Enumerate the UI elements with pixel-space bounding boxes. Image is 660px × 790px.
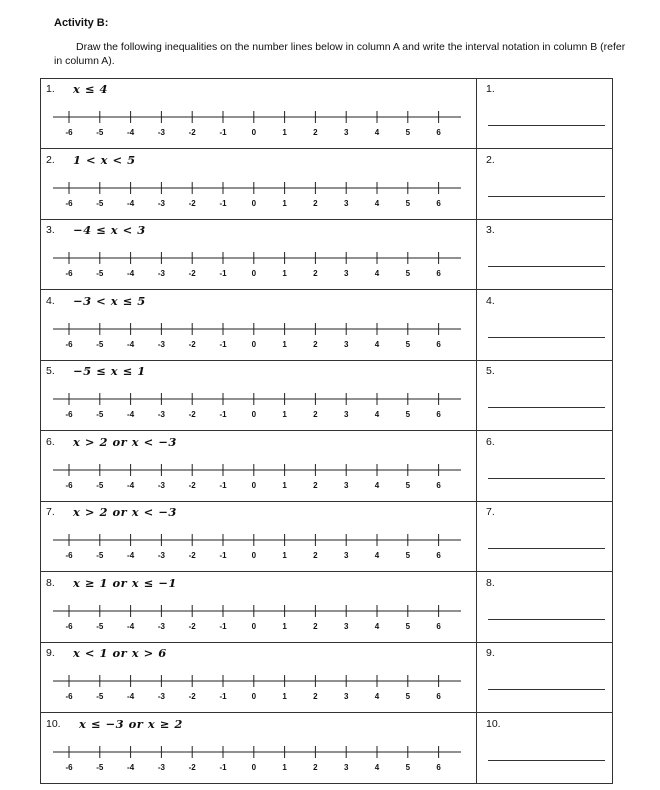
number-line[interactable] (51, 458, 466, 494)
number-line-label: -6 (65, 621, 73, 631)
question-number: 3. (46, 224, 55, 236)
number-line-label: 3 (343, 410, 349, 419)
answer-blank-line[interactable] (488, 619, 605, 620)
number-line-label: -1 (219, 692, 227, 701)
question-number: 5. (46, 365, 55, 377)
number-line-label: 2 (313, 480, 318, 490)
answer-number: 4. (486, 294, 495, 307)
number-line-label: 4 (374, 128, 380, 137)
inequality: −4 ≤ x < 3 (73, 223, 146, 237)
number-line-label: 6 (436, 269, 441, 278)
number-line[interactable] (51, 528, 466, 564)
number-line-label: -2 (188, 339, 196, 349)
number-line-label: -2 (188, 621, 196, 631)
question-row (41, 150, 612, 220)
inequality: x ≥ 1 or x ≤ −1 (73, 575, 177, 590)
number-line-label: -3 (157, 339, 165, 349)
answer-number: 9. (486, 647, 495, 659)
number-line-label: 0 (251, 269, 257, 278)
number-line-label: -3 (157, 198, 165, 208)
number-line-label: 1 (282, 551, 287, 560)
number-line-label: -2 (188, 692, 196, 701)
number-line-label: -5 (96, 480, 104, 490)
number-line[interactable] (51, 740, 466, 776)
answer-blank-line[interactable] (488, 337, 605, 338)
number-line-label: -4 (127, 198, 135, 208)
question-number: 6. (46, 435, 55, 448)
number-line-label: 0 (251, 692, 257, 701)
number-line-label: -3 (157, 762, 165, 772)
question-row (41, 714, 612, 784)
number-line-label: -1 (219, 621, 227, 631)
number-line-label: -4 (127, 692, 135, 701)
number-line-label: -6 (65, 480, 73, 490)
number-line[interactable] (51, 387, 466, 423)
number-line-label: -3 (157, 128, 165, 137)
number-line-label: 4 (374, 551, 380, 560)
question-row (41, 220, 612, 290)
number-line-label: -4 (127, 339, 135, 349)
number-line-label: -5 (96, 551, 104, 560)
answer-number: 2. (486, 153, 495, 166)
question-row (41, 502, 612, 572)
number-line-label: -6 (65, 128, 73, 137)
number-line-label: 6 (436, 762, 441, 772)
number-line-label: 3 (343, 692, 349, 701)
number-line-label: 6 (436, 198, 441, 208)
number-line-label: 1 (282, 128, 287, 137)
number-line-label: -2 (188, 410, 196, 419)
inequality: −3 < x ≤ 5 (73, 293, 146, 308)
question-number: 9. (46, 647, 55, 659)
number-line-label: -5 (96, 621, 104, 631)
number-line-label: -1 (219, 551, 227, 560)
number-line-label: -2 (188, 762, 196, 772)
number-line-label: 3 (343, 480, 349, 490)
question-number: 10. (46, 717, 61, 730)
number-line-label: -5 (96, 410, 104, 419)
number-line-label: -6 (65, 692, 73, 701)
number-line-label: -2 (188, 128, 196, 137)
number-line-label: 1 (282, 480, 287, 490)
number-line-label: 2 (313, 692, 318, 701)
number-line-label: 1 (282, 692, 287, 701)
inequality: −5 ≤ x ≤ 1 (73, 364, 146, 378)
number-line-label: 4 (374, 762, 380, 772)
answer-blank-line[interactable] (488, 125, 605, 126)
number-line-label: 3 (343, 551, 349, 560)
number-line-label: -3 (157, 269, 165, 278)
answer-number: 3. (486, 224, 495, 236)
question-number: 7. (46, 506, 55, 518)
number-line-label: 4 (374, 269, 380, 278)
inequality: x > 2 or x < −3 (73, 505, 177, 519)
number-line-label: 6 (436, 692, 441, 701)
number-line[interactable] (51, 176, 466, 212)
number-line-label: 2 (313, 198, 318, 208)
number-line-label: -1 (219, 339, 227, 349)
number-line-label: 1 (282, 621, 287, 631)
number-line-label: -5 (96, 269, 104, 278)
instructions: Draw the following inequalities on the number lines below in column A and write the interval notation in column B (refer in column A). (54, 41, 626, 67)
number-line[interactable] (51, 105, 466, 141)
answer-number: 1. (486, 83, 495, 95)
number-line-label: 1 (282, 339, 287, 349)
number-line-label: -1 (219, 480, 227, 490)
number-line-label: 0 (251, 480, 257, 490)
answer-number: 5. (486, 365, 495, 377)
answer-blank-line[interactable] (488, 760, 605, 761)
answer-blank-line[interactable] (488, 196, 605, 197)
answer-blank-line[interactable] (488, 548, 605, 549)
number-line-label: 2 (313, 269, 318, 278)
number-line-label: 6 (436, 339, 441, 349)
number-line-label: -2 (188, 551, 196, 560)
number-line-label: -3 (157, 480, 165, 490)
number-line-label: 5 (405, 269, 411, 278)
question-number: 1. (46, 83, 55, 95)
number-line-label: 2 (313, 339, 318, 349)
number-line[interactable] (51, 317, 466, 353)
number-line-label: -1 (219, 128, 227, 137)
question-row (41, 573, 612, 643)
number-line-label: 3 (343, 339, 349, 349)
number-line[interactable] (51, 669, 466, 705)
question-row (41, 291, 612, 361)
number-line-label: -4 (127, 128, 135, 137)
number-line-label: 5 (405, 410, 411, 419)
number-line-label: 3 (343, 621, 349, 631)
inequality: x ≤ 4 (73, 82, 109, 96)
number-line[interactable] (51, 599, 466, 635)
number-line-label: 5 (405, 128, 411, 137)
number-line-label: 0 (251, 621, 257, 631)
number-line[interactable] (51, 246, 466, 282)
number-line-label: 0 (251, 410, 257, 419)
number-line-label: 6 (436, 410, 441, 419)
number-line-label: -4 (127, 621, 135, 631)
question-row (41, 361, 612, 431)
number-line-label: -3 (157, 551, 165, 560)
question-number: 4. (46, 294, 55, 307)
activity-table (40, 78, 613, 784)
number-line-label: 0 (251, 198, 257, 208)
number-line-label: 4 (374, 621, 380, 631)
number-line-label: 1 (282, 198, 287, 208)
number-line-label: -2 (188, 198, 196, 208)
answer-blank-line[interactable] (488, 478, 605, 479)
number-line-label: -6 (65, 410, 73, 419)
number-line-label: 0 (251, 762, 257, 772)
number-line-label: 5 (405, 762, 411, 772)
number-line-label: 4 (374, 480, 380, 490)
number-line-label: -5 (96, 339, 104, 349)
number-line-label: 5 (405, 480, 411, 490)
number-line-label: -6 (65, 551, 73, 560)
number-line-label: 6 (436, 551, 441, 560)
number-line-label: -6 (65, 339, 73, 349)
number-line-label: 1 (282, 762, 287, 772)
number-line-label: -4 (127, 551, 135, 560)
number-line-label: 1 (282, 269, 287, 278)
number-line-label: 6 (436, 480, 441, 490)
number-line-label: -6 (65, 269, 73, 278)
number-line-label: 3 (343, 269, 349, 278)
number-line-label: 5 (405, 692, 411, 701)
answer-number: 8. (486, 576, 495, 589)
question-number: 2. (46, 153, 55, 166)
number-line-label: -5 (96, 762, 104, 772)
number-line-label: -3 (157, 621, 165, 631)
number-line-label: -4 (127, 269, 135, 278)
inequality: x ≤ −3 or x ≥ 2 (79, 716, 183, 731)
activity-title: Activity B: (54, 17, 109, 29)
number-line-label: -3 (157, 410, 165, 419)
question-row (41, 432, 612, 502)
number-line-label: 2 (313, 621, 318, 631)
number-line-label: 3 (343, 198, 349, 208)
number-line-label: 0 (251, 551, 257, 560)
number-line-label: -1 (219, 762, 227, 772)
question-row (41, 79, 612, 149)
number-line-label: -4 (127, 480, 135, 490)
number-line-label: -6 (65, 762, 73, 772)
number-line-label: 1 (282, 410, 287, 419)
answer-blank-line[interactable] (488, 407, 605, 408)
number-line-label: 5 (405, 621, 411, 631)
number-line-label: 6 (436, 128, 441, 137)
number-line-label: 5 (405, 339, 411, 349)
number-line-label: -5 (96, 198, 104, 208)
number-line-label: 2 (313, 551, 318, 560)
number-line-label: 3 (343, 128, 349, 137)
number-line-label: 0 (251, 339, 257, 349)
number-line-label: -1 (219, 198, 227, 208)
number-line-label: 0 (251, 128, 257, 137)
number-line-label: -3 (157, 692, 165, 701)
inequality: x > 2 or x < −3 (73, 434, 177, 449)
number-line-label: 4 (374, 198, 380, 208)
number-line-label: -1 (219, 410, 227, 419)
number-line-label: -5 (96, 128, 104, 137)
answer-number: 7. (486, 506, 495, 518)
answer-blank-line[interactable] (488, 689, 605, 690)
number-line-label: -2 (188, 269, 196, 278)
question-row (41, 643, 612, 713)
number-line-label: 4 (374, 339, 380, 349)
number-line-label: -6 (65, 198, 73, 208)
number-line-label: 3 (343, 762, 349, 772)
number-line-label: 2 (313, 410, 318, 419)
number-line-label: -4 (127, 762, 135, 772)
number-line-label: -2 (188, 480, 196, 490)
inequality: x < 1 or x > 6 (73, 646, 167, 660)
number-line-label: 5 (405, 198, 411, 208)
question-number: 8. (46, 576, 55, 589)
number-line-label: 2 (313, 762, 318, 772)
inequality: 1 < x < 5 (73, 152, 136, 167)
number-line-label: 4 (374, 692, 380, 701)
answer-number: 6. (486, 435, 495, 448)
number-line-label: -4 (127, 410, 135, 419)
number-line-label: 5 (405, 551, 411, 560)
number-line-label: -5 (96, 692, 104, 701)
number-line-label: 6 (436, 621, 441, 631)
number-line-label: 2 (313, 128, 318, 137)
number-line-label: 4 (374, 410, 380, 419)
answer-number: 10. (486, 717, 501, 730)
answer-blank-line[interactable] (488, 266, 605, 267)
number-line-label: -1 (219, 269, 227, 278)
